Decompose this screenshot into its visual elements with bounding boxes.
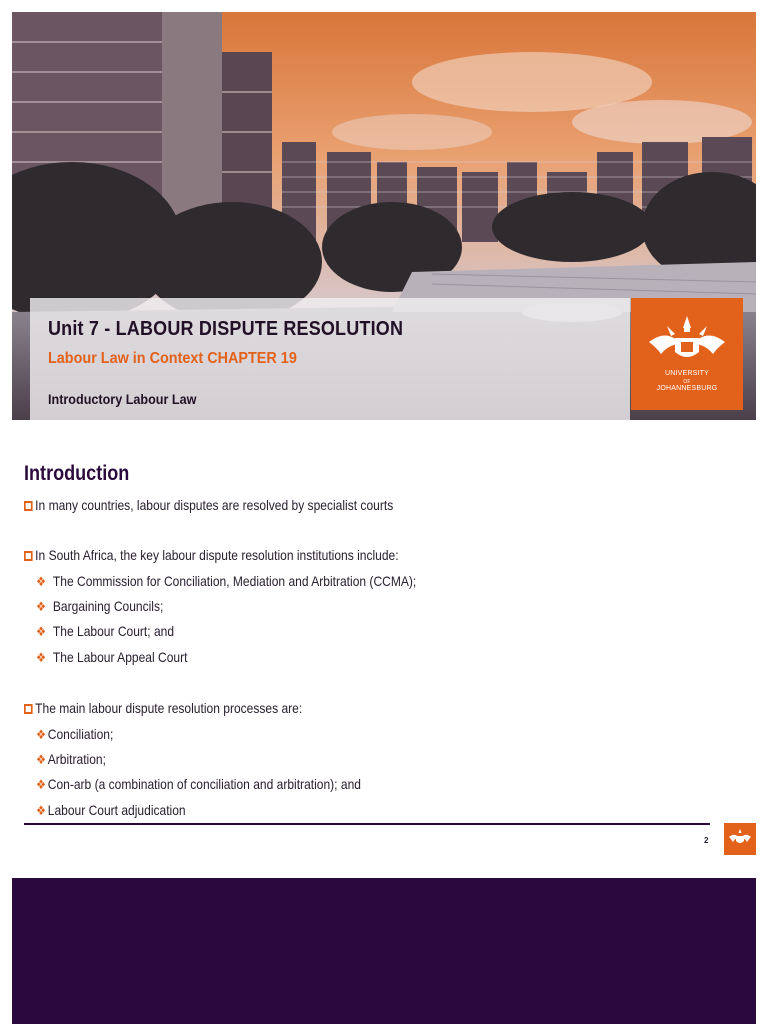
checkbox-bullet-icon	[24, 551, 33, 561]
sub-bullet-item: ❖ The Labour Appeal Court	[36, 649, 188, 665]
slide-subtitle: Labour Law in Context CHAPTER 19	[48, 350, 297, 367]
title-slide	[12, 12, 756, 420]
diamond-bullet-icon: ❖	[36, 803, 47, 818]
university-logo	[631, 298, 743, 410]
diamond-bullet-icon: ❖	[36, 650, 47, 665]
logo-line-university: UNIVERSITY	[664, 370, 709, 377]
diamond-bullet-icon: ❖	[36, 777, 47, 792]
diamond-bullet-icon: ❖	[36, 624, 47, 639]
slide-heading: Introduction	[24, 462, 130, 485]
uj-crest-icon	[724, 823, 756, 855]
diamond-bullet-icon: ❖	[36, 599, 47, 614]
sub-bullet-item: ❖ The Commission for Conciliation, Mediation and Arbitration (CCMA);	[36, 573, 417, 589]
checkbox-bullet-icon	[24, 501, 33, 511]
uj-crest-icon	[631, 304, 743, 374]
sub-bullet-item: ❖ Con-arb (a combination of conciliation and arbitration); and	[36, 776, 361, 792]
footer-logo	[724, 823, 756, 855]
sub-bullet-item: ❖ Conciliation;	[36, 726, 114, 742]
diamond-bullet-icon: ❖	[36, 574, 47, 589]
next-slide	[12, 878, 756, 1024]
footer-divider	[24, 823, 710, 825]
bullet-item	[24, 497, 393, 513]
page-number: 2	[704, 836, 709, 845]
checkbox-bullet-icon	[24, 704, 33, 714]
slide-title: Unit 7 - LABOUR DISPUTE RESOLUTION	[48, 318, 404, 340]
sub-bullet-item: ❖ Labour Court adjudication	[36, 802, 186, 818]
logo-line-johannesburg: JOHANNESBURG	[656, 385, 718, 392]
bullet-text: The main labour dispute resolution processes are:	[35, 700, 303, 716]
bullet-item	[24, 700, 302, 716]
sub-bullet-item: ❖ The Labour Court; and	[36, 623, 175, 639]
title-caption-box	[30, 298, 630, 420]
bullet-text: In South Africa, the key labour dispute resolution institutions include:	[35, 547, 399, 563]
sub-bullet-item: ❖ Arbitration;	[36, 751, 106, 767]
content-slide	[12, 432, 756, 860]
course-name: Introductory Labour Law	[48, 391, 197, 407]
diamond-bullet-icon: ❖	[36, 727, 47, 742]
bullet-item	[24, 547, 399, 563]
logo-line-of: OF	[683, 379, 691, 385]
sub-bullet-item: ❖ Bargaining Councils;	[36, 598, 164, 614]
bullet-text: In many countries, labour disputes are resolved by specialist courts	[35, 497, 394, 513]
diamond-bullet-icon: ❖	[36, 752, 47, 767]
